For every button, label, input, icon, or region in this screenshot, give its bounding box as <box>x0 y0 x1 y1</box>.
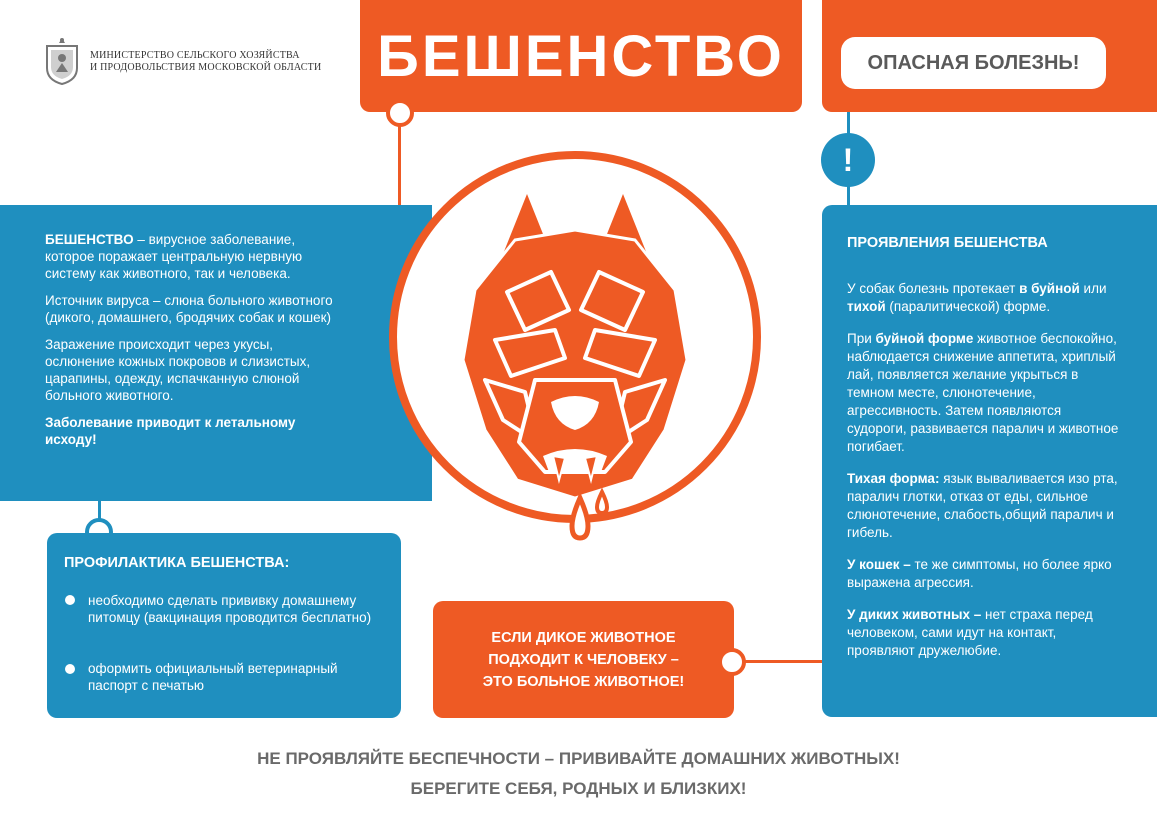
bullet-icon <box>65 664 75 674</box>
definition-text <box>45 231 345 458</box>
danger-label: ОПАСНАЯ БОЛЕЗНЬ! <box>841 37 1106 89</box>
symptoms-text <box>847 280 1122 674</box>
prevention-title: ПРОФИЛАКТИКА БЕШЕНСТВА: <box>64 555 290 571</box>
symptoms-cats <box>847 556 1122 592</box>
ministry-line-1: МИНИСТЕРСТВО СЕЛЬСКОГО ХОЗЯЙСТВА <box>90 50 300 61</box>
text-fragment: буйной форме <box>875 331 974 346</box>
symptoms-wild <box>847 606 1122 660</box>
text-fragment: животное беспокойно, наблюдается снижение аппетита, хриплый лай, появляется желание укрыться в темном месте, слюнотечение, агрессивность. Затем появляются судороги, развивается паралич и животное погибает. <box>847 331 1119 454</box>
bullet-icon <box>65 595 75 605</box>
symptoms-quiet <box>847 470 1122 542</box>
title-banner <box>360 0 802 112</box>
text-fragment: тихой <box>847 299 886 314</box>
footer-line-2: БЕРЕГИТЕ СЕБЯ, РОДНЫХ И БЛИЗКИХ! <box>410 779 747 798</box>
source-paragraph: Источник вируса – слюна больного животного (дикого, домашнего, бродячих собак и кошек) <box>45 293 333 325</box>
text-fragment: (паралитической) форме. <box>885 299 1051 314</box>
definition-paragraph <box>45 231 345 282</box>
definition-term: БЕШЕНСТВО <box>45 232 134 247</box>
text-fragment: У кошек – <box>847 557 911 572</box>
saliva-drop-icon <box>560 488 620 552</box>
lethal-paragraph: Заболевание приводит к летальному исходу! <box>45 415 296 447</box>
text-fragment: те же симптомы, но более ярко выражена агрессия. <box>847 557 1112 590</box>
text-fragment: язык вываливается изо рта, паралич глотки, отказ от еды, сильное слюнотечение, слабость,общий паралич и гибель. <box>847 471 1118 540</box>
definition-body: – вирусное заболевание, которое поражает центральную нервную систему как животного, так и человека. <box>45 232 303 281</box>
coat-of-arms-icon <box>44 36 80 86</box>
symptoms-furious <box>847 330 1122 456</box>
footer-line-1: НЕ ПРОЯВЛЯЙТЕ БЕСПЕЧНОСТИ – ПРИВИВАЙТЕ ДОМАШНИХ ЖИВОТНЫХ! <box>257 749 900 768</box>
page-title: БЕШЕНСТВО <box>377 23 785 89</box>
ministry-line-2: И ПРОДОВОЛЬСТВИЯ МОСКОВСКОЙ ОБЛАСТИ <box>90 62 322 73</box>
warning-line-1: ЕСЛИ ДИКОЕ ЖИВОТНОЕ <box>491 629 676 646</box>
wild-animal-warning <box>433 601 734 718</box>
text-fragment: в буйной <box>1019 281 1080 296</box>
footer-slogan <box>0 744 1157 804</box>
connector-warning <box>734 660 824 663</box>
text-fragment: или <box>1079 281 1107 296</box>
text-fragment: нет страха перед человеком, сами идут на контакт, проявляют дружелюбие. <box>847 607 1093 658</box>
prevention-item: необходимо сделать прививку домашнему питомцу (вакцинация проводится бесплатно) <box>88 593 372 625</box>
text-fragment: У собак болезнь протекает <box>847 281 1020 296</box>
exclamation-icon: ! <box>821 133 875 187</box>
warning-line-3: ЭТО БОЛЬНОЕ ЖИВОТНОЕ! <box>482 673 685 690</box>
symptoms-dogs-forms <box>847 280 1122 316</box>
prevention-item: оформить официальный ветеринарный паспорт с печатью <box>88 661 338 693</box>
warning-line-2: ПОДХОДИТ К ЧЕЛОВЕКУ – <box>488 651 679 668</box>
ministry-name <box>90 50 321 74</box>
text-fragment: У диких животных – <box>847 607 982 622</box>
text-fragment: При <box>847 331 876 346</box>
connector-node-title <box>386 99 414 127</box>
symptoms-title: ПРОЯВЛЕНИЯ БЕШЕНСТВА <box>847 235 1048 251</box>
infection-paragraph: Заражение происходит через укусы, ослюнение кожных покровов и слизистых, царапины, одежду, испачканную слюной больного животного. <box>45 337 311 403</box>
text-fragment: Тихая форма: <box>847 471 940 486</box>
connector-node-warning <box>718 648 746 676</box>
